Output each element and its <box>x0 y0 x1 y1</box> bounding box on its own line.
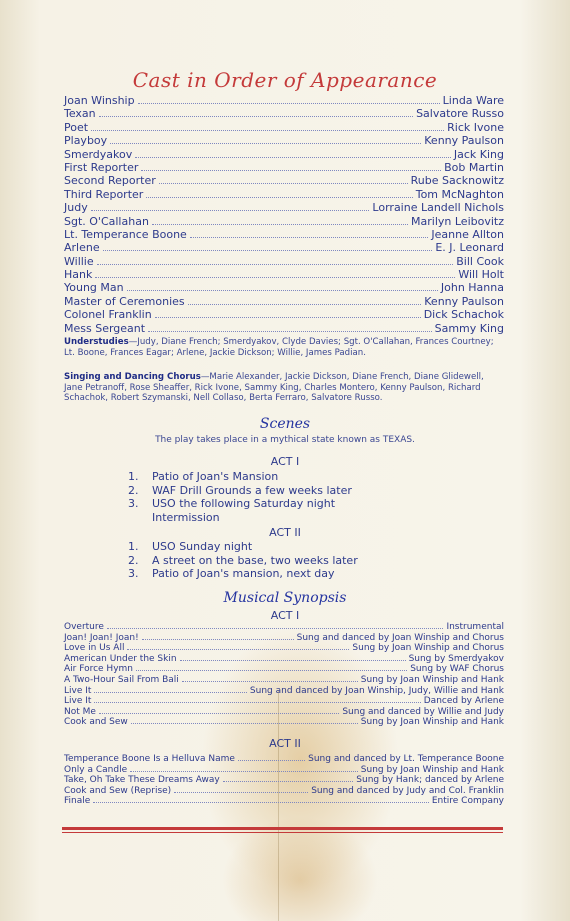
song-row-right: Sung by Smerdyakov <box>408 653 504 664</box>
scene-text: A street on the base, two weeks later <box>152 553 358 567</box>
leader-dots <box>174 792 308 793</box>
cast-row-right: E. J. Leonard <box>435 241 504 255</box>
leader-dots <box>110 143 421 144</box>
scene-item <box>128 470 278 484</box>
cast-row-left: Sgt. O'Callahan <box>64 214 149 228</box>
cast-row <box>64 215 504 228</box>
cast-row-right: Marilyn Leibovitz <box>411 214 504 228</box>
cast-row <box>64 255 504 268</box>
cast-row-left: Master of Ceremonies <box>64 294 185 308</box>
song-row-left: Love in Us All <box>64 643 125 654</box>
leader-dots <box>94 692 247 693</box>
scene-number: 2. <box>128 553 139 567</box>
leader-dots <box>190 237 429 238</box>
leader-dots <box>127 649 349 650</box>
leader-dots <box>94 702 420 703</box>
cast-row-left: Texan <box>64 107 96 121</box>
leader-dots <box>95 277 455 278</box>
cast-row <box>64 148 504 161</box>
song-row <box>64 643 504 654</box>
leader-dots <box>91 130 444 131</box>
cast-row-left: Mess Sergeant <box>64 321 146 335</box>
song-row-right: Sung by Joan Winship and Hank <box>360 717 504 728</box>
cast-row-right: Bob Martin <box>444 160 504 174</box>
leader-dots <box>182 681 358 682</box>
cast-row-right: Kenny Paulson <box>424 134 504 148</box>
scene-item <box>128 567 335 581</box>
cast-row <box>64 201 504 214</box>
cast-row <box>64 174 504 187</box>
song-row-left: Temperance Boone Is a Helluva Name <box>64 754 235 764</box>
cast-row-left: Joan Winship <box>64 94 135 107</box>
song-row-left: Live It <box>64 696 92 707</box>
cast-row-right: Rube Sacknowitz <box>410 174 504 188</box>
cast-row-right: Jeanne Allton <box>431 227 504 241</box>
leader-dots <box>103 250 433 251</box>
leader-dots <box>188 304 422 305</box>
cast-list <box>64 94 504 335</box>
cast-row <box>64 161 504 174</box>
song-row-right: Danced by Arlene <box>423 696 504 707</box>
scene-text: WAF Drill Grounds a few weeks later <box>152 483 352 497</box>
song-row-right: Sung by WAF Chorus <box>410 664 504 675</box>
song-row-left: Finale <box>64 796 91 807</box>
cast-row <box>64 121 504 134</box>
song-row <box>64 633 504 644</box>
song-row <box>64 664 504 675</box>
song-row <box>64 686 504 697</box>
scene-text: Patio of Joan's Mansion <box>152 470 279 483</box>
cast-row-left: Arlene <box>64 241 100 255</box>
song-row-left: Cook and Sew (Reprise) <box>64 785 172 796</box>
leader-dots <box>159 183 408 184</box>
chorus-paragraph <box>64 372 504 404</box>
cast-row-right: Salvatore Russo <box>416 107 504 121</box>
song-row-left: Air Force Hymn <box>64 664 133 675</box>
leader-dots <box>127 290 438 291</box>
cast-row-right: Bill Cook <box>456 254 504 268</box>
song-row <box>64 717 504 728</box>
cast-row-left: Colonel Franklin <box>64 308 152 322</box>
divider-thick <box>62 827 503 830</box>
cast-row-left: Second Reporter <box>64 174 156 188</box>
song-row <box>64 765 504 776</box>
cast-row-left: Smerdyakov <box>64 147 133 161</box>
song-row <box>64 696 504 707</box>
song-row-left: Overture <box>64 622 104 632</box>
cast-row <box>64 94 504 107</box>
scene-item <box>128 540 252 554</box>
scenes-setting: The play takes place in a mythical state known as TEXAS. <box>155 435 415 445</box>
cast-title: Cast in Order of Appearance <box>132 68 438 92</box>
cast-row-left: Willie <box>64 254 94 268</box>
cast-row <box>64 241 504 254</box>
song-row <box>64 786 504 797</box>
cast-row-left: Young Man <box>64 281 124 295</box>
song-row-left: American Under the Skin <box>64 653 177 664</box>
scene-text: Patio of Joan's mansion, next day <box>152 567 335 581</box>
leader-dots <box>148 331 432 332</box>
understudies-text: —Judy, Diane French; Smerdyakov, Clyde Davies; Sgt. O'Callahan, Frances Courtney; Lt. Boone, Frances Eagar; Arlene, Jackie Dickson; Willie, James Padian. <box>64 337 494 358</box>
cast-row-right: Tom McNaghton <box>415 187 504 201</box>
song-row <box>64 775 504 786</box>
song-row-right: Sung by Joan Winship and Chorus <box>352 643 504 654</box>
cast-row-right: Kenny Paulson <box>424 294 504 308</box>
song-row-right: Sung and danced by Lt. Temperance Boone <box>308 754 504 764</box>
cast-row-right: Jack King <box>453 147 504 161</box>
leader-dots <box>99 713 339 714</box>
synopsis-act1-list <box>64 622 504 728</box>
understudies-label: Understudies <box>64 337 129 347</box>
cast-row-left: Lt. Temperance Boone <box>64 227 187 241</box>
song-row-left: Joan! Joan! Joan! <box>64 632 139 643</box>
scene-number: 3. <box>128 567 139 581</box>
scene-number: 2. <box>128 483 139 497</box>
leader-dots <box>152 224 408 225</box>
leader-dots <box>136 670 407 671</box>
leader-dots <box>97 264 454 265</box>
divider-thin <box>62 832 503 833</box>
cast-row <box>64 281 504 294</box>
song-row-left: Live It <box>64 685 92 696</box>
leader-dots <box>155 317 421 318</box>
cast-row-right: Rick Ivone <box>447 120 504 134</box>
cast-row-left: Poet <box>64 120 89 134</box>
song-row-right: Sung and danced by Joan Winship, Judy, Willie and Hank <box>249 685 504 696</box>
cast-row-right: Sammy King <box>434 321 504 335</box>
song-row <box>64 675 504 686</box>
song-row-right: Sung by Joan Winship and Hank <box>360 764 504 775</box>
song-row <box>64 622 504 633</box>
chorus-label: Singing and Dancing Chorus <box>64 372 201 382</box>
leader-dots <box>91 210 370 211</box>
scenes-act2-label: ACT II <box>269 526 301 539</box>
synopsis-heading: Musical Synopsis <box>223 590 347 606</box>
song-row <box>64 707 504 718</box>
cast-row <box>64 268 504 281</box>
song-row <box>64 796 504 807</box>
scene-text: USO Sunday night <box>152 540 253 553</box>
song-row-right: Entire Company <box>431 796 504 807</box>
scene-text: USO the following Saturday night <box>152 497 336 511</box>
understudies-paragraph <box>64 337 504 358</box>
scenes-heading: Scenes <box>259 416 311 432</box>
cast-row <box>64 107 504 120</box>
song-row <box>64 654 504 665</box>
song-row-left: Cook and Sew <box>64 717 128 728</box>
cast-row <box>64 322 504 335</box>
leader-dots <box>138 103 440 104</box>
synopsis-act2-label: ACT II <box>269 737 301 750</box>
scene-number: 1. <box>128 540 139 553</box>
cast-row-left: Third Reporter <box>64 187 144 201</box>
cast-row-right: Dick Schachok <box>423 308 504 322</box>
song-row <box>64 754 504 765</box>
song-row-left: A Two-Hour Sail From Bali <box>64 674 179 685</box>
synopsis-act1-label: ACT I <box>270 609 300 622</box>
leader-dots <box>223 781 354 782</box>
song-row-left: Only a Candle <box>64 764 128 775</box>
cast-row <box>64 308 504 321</box>
cast-row-left: Judy <box>64 201 88 215</box>
intermission: Intermission <box>152 511 220 524</box>
leader-dots <box>141 170 441 171</box>
leader-dots <box>142 639 294 640</box>
leader-dots <box>180 660 406 661</box>
cast-row <box>64 295 504 308</box>
cast-row-right: Will Holt <box>458 268 504 282</box>
scene-number: 1. <box>128 470 139 483</box>
cast-row-right: John Hanna <box>440 281 504 295</box>
scene-number: 3. <box>128 497 139 511</box>
leader-dots <box>135 157 451 158</box>
cast-row <box>64 228 504 241</box>
leader-dots <box>99 116 413 117</box>
scene-item <box>128 497 335 511</box>
song-row-left: Not Me <box>64 706 96 717</box>
scene-item <box>128 484 352 498</box>
song-row-right: Sung and danced by Willie and Judy <box>342 706 504 717</box>
leader-dots <box>107 628 444 629</box>
cast-row-left: Hank <box>64 268 93 282</box>
cast-row-left: Playboy <box>64 134 108 148</box>
leader-dots <box>130 771 358 772</box>
song-row-right: Sung by Joan Winship and Hank <box>360 674 504 685</box>
cast-row <box>64 134 504 147</box>
song-row-right: Instrumental <box>446 622 504 632</box>
song-row-right: Sung and danced by Joan Winship and Chorus <box>296 632 504 643</box>
scenes-act1-label: ACT I <box>270 455 300 468</box>
scene-item <box>128 554 358 568</box>
leader-dots <box>238 760 305 761</box>
song-row-left: Take, Oh Take These Dreams Away <box>64 775 220 786</box>
chorus-text: —Marie Alexander, Jackie Dickson, Diane French, Diane Glidewell, Jane Petranoff, Rose Sheaffer, Rick Ivone, Sammy King, Charles Montero, Kenny Paulson, Richard Schachok, Robert Szymanski, Nell Collaso, Berta Ferraro, Salvatore Russo. <box>64 372 484 404</box>
leader-dots <box>131 723 358 724</box>
cast-row <box>64 188 504 201</box>
cast-row-right: Linda Ware <box>442 94 504 107</box>
synopsis-act2-list <box>64 754 504 807</box>
song-row-right: Sung and danced by Judy and Col. Franklin <box>311 785 504 796</box>
song-row-right: Sung by Hank; danced by Arlene <box>356 775 504 786</box>
cast-row-left: First Reporter <box>64 160 139 174</box>
leader-dots <box>146 197 412 198</box>
leader-dots <box>93 802 429 803</box>
cast-row-right: Lorraine Landell Nichols <box>372 201 504 215</box>
